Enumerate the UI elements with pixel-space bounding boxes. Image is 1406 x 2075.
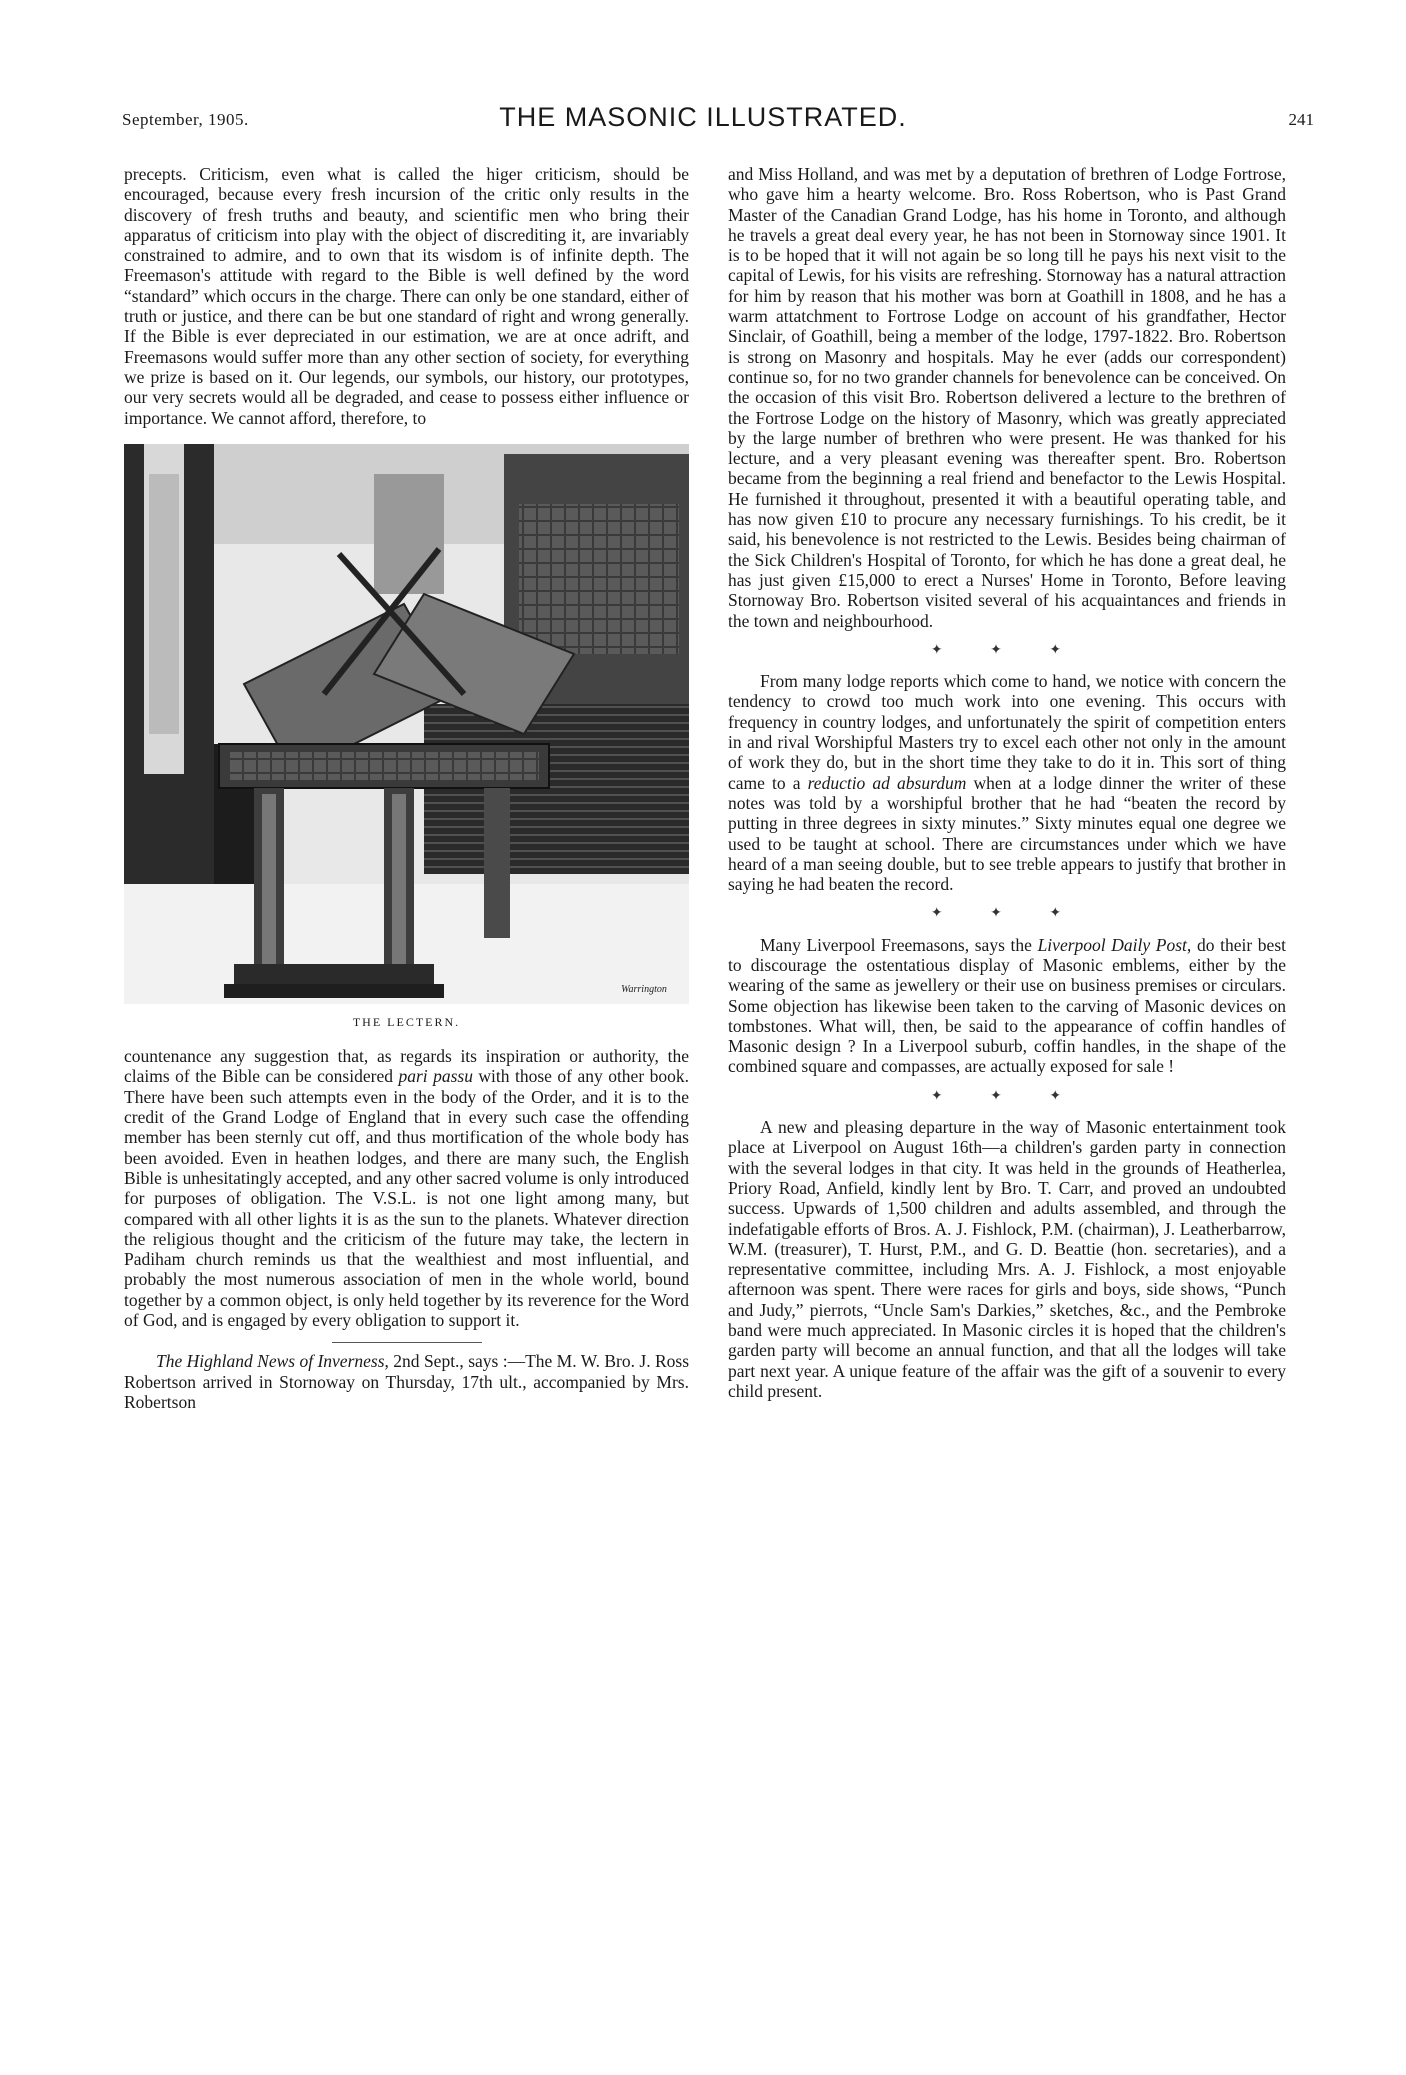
paragraph: countenance any suggestion that, as regards its inspiration or authority, the claims of the Bible can be considered pari passu with those of any other book. There have been such attempts even in the body of the Order, and it is to the credit of the Grand Lodge of England that in every such case the offending member has been sternly cut off, and thus mortification of the whole body has been avoided. Even in heathen lodges, and there are many such, the English Bible is unhesitatingly accepted, and any other sacred volume is only introduced for purposes of obligation. The V.S.L. is not one light among many, but compared with all other lights it is as the sun to the planets. Whatever direction the religious thought and the criticism of the future may take, the lectern in Padiham church reminds us that the wealthiest and most influential, and probably the most numerous association of men in the whole world, bound together by a common object, is only held together by its reverence for the Word of God, and is engaged by every obligation to support it. [124,1046,689,1331]
ornament-divider: ✦ ✦ ✦ [930,1088,1084,1104]
lectern-illustration [124,444,689,1004]
page-header [0,100,1406,140]
paragraph: A new and pleasing departure in the way of Masonic entertainment took place at Liverpool on August 16th—a children's garden party in connection with the several lodges in that city. It was held in the grounds of Heatherlea, Priory Road, Anfield, kindly lent by Bro. T. Carr, and proved an undoubted success. Upwards of 1,500 children and adults assembled, and through the indefatigable efforts of Bros. A. J. Fishlock, P.M. (chairman), J. Leatherbarrow, W.M. (treasurer), T. Hurst, P.M., and G. D. Beattie (hon. secretaries), and a representative committee, including Mrs. A. J. Fishlock, a most enjoyable afternoon was spent. There were races for girls and boys, side shows, “Punch and Judy,” pierrots, “Uncle Sam's Darkies,” sketches, &c., and the Pembroke band were much appreciated. In Masonic circles it is hoped that the children's garden party will become an annual function, and that all the lodges will take part next year. A unique feature of the affair was the gift of a souvenir to every child present. [728,1117,1286,1401]
issue-date: September, 1905. [122,110,249,129]
lectern-photo [124,444,689,1004]
right-column [728,164,1286,1401]
paragraph: From many lodge reports which come to hand, we notice with concern the tendency to crowd too much work into one evening. This occurs with frequency in country lodges, and unfortunately the spirit of competition enters in and rival Worshipful Masters try to excel each other not only in the amount of work they do, but in the short time they take to do it in. This sort of thing came to a reductio ad absurdum when at a lodge dinner the writer of these notes was told by a worshipful brother that he had “beaten the record by putting in three degrees in sixty minutes.” Sixty minutes equal one degree we used to be taught at school. There are circumstances under which we have heard of a man seeing double, but to see treble appears to justify that brother in saying he had beaten the record. [728,671,1287,895]
paragraph: The Highland News of Inverness, 2nd Sept., says :—The M. W. Bro. J. Ross Robertson arrived in Stornoway on Thursday, 17th ult., accompanied by Mrs. Robertson [124,1351,689,1412]
ornament-divider: ✦ ✦ ✦ [930,642,1084,658]
masthead-title: THE MASONIC ILLUSTRATED. [499,102,907,132]
page-number: 241 [1288,110,1314,129]
paragraph: precepts. Criticism, even what is called the higer criticism, should be encouraged, because every fresh incursion of the critic only results in the discovery of fresh truths and beauty, and scientific men who bring their apparatus of criticism into play with the object of discrediting it, are invariably constrained to admire, and to own that its wisdom is of infinite depth. The Freemason's attitude with regard to the Bible is well defined by the word “standard” which occurs in the charge. There can only be one standard, either of truth or justice, and there can be but one standard of right and wrong generally. If the Bible is ever depreciated in our estimation, we are at once adrift, and Freemasons would suffer more than any other section of society, for everything we prize is based on it. Our legends, our symbols, our history, our prototypes, our very secrets would all be degraded, and cease to possess either influence or importance. We cannot afford, therefore, to [124,164,689,428]
paragraph: Many Liverpool Freemasons, says the Liverpool Daily Post, do their best to discourage the ostentatious display of Masonic emblems, either by the wearing of the same as jewellery or their use on business premises or circulars. Some objection has likewise been taken to the carving of Masonic devices on tombstones. What will, then, be said to the appearance of coffin handles of Masonic design ? In a Liverpool suburb, coffin handles, in the shape of the combined square and compasses, are actually exposed for sale ! [728,934,1287,1077]
left-column [124,164,689,1412]
paragraph: and Miss Holland, and was met by a deputation of brethren of Lodge Fortrose, who gave him a hearty welcome. Bro. Ross Robertson, who is Past Grand Master of the Canadian Grand Lodge, has his home in Toronto, and although he travels a great deal every year, he has not been in Stornoway since 1901. It is to be hoped that it will not again be so long till he pays his next visit to the capital of Lewis, for his visits are refreshing. Stornoway has a natural attraction for him by reason that his mother was born at Goathill in 1808, and he has a warm attatchment to Fortrose Lodge on account of his grandfather, Hector Sinclair, of Goathill, being a member of the lodge, 1797-1822. Bro. Robertson is strong on Masonry and hospitals. May he ever (adds our correspondent) continue so, for no two grander channels for benevolence can be conceived. On the occasion of this visit Bro. Robertson delivered a lecture to the brethren of the Fortrose Lodge on the history of Masonry, which was greatly appreciated by the large number of brethren who were present. He was thanked for his lecture, and a very pleasant evening was thereafter spent. Bro. Robertson became from the beginning a real friend and benefactor to the Lewis Hospital. He furnished it throughout, presented it with a beautiful operating table, and has now given £10 to procure any necessary furnishings. To his credit, be it said, his benevolence is not restricted to the Lewis. Besides being chairman of the Sick Children's Hospital of Toronto, for which he has done a great deal, he has just given £15,000 to erect a Nurses' Home in Toronto, Before leaving Stornoway Bro. Robertson visited several of his acquaintances and friends in the town and neighbourhood. [728,164,1286,631]
photo-credit: Warrington [621,983,667,995]
figure-caption: THE LECTERN. [352,1014,461,1029]
ornament-divider: ✦ ✦ ✦ [930,906,1084,922]
section-divider [332,1342,482,1343]
